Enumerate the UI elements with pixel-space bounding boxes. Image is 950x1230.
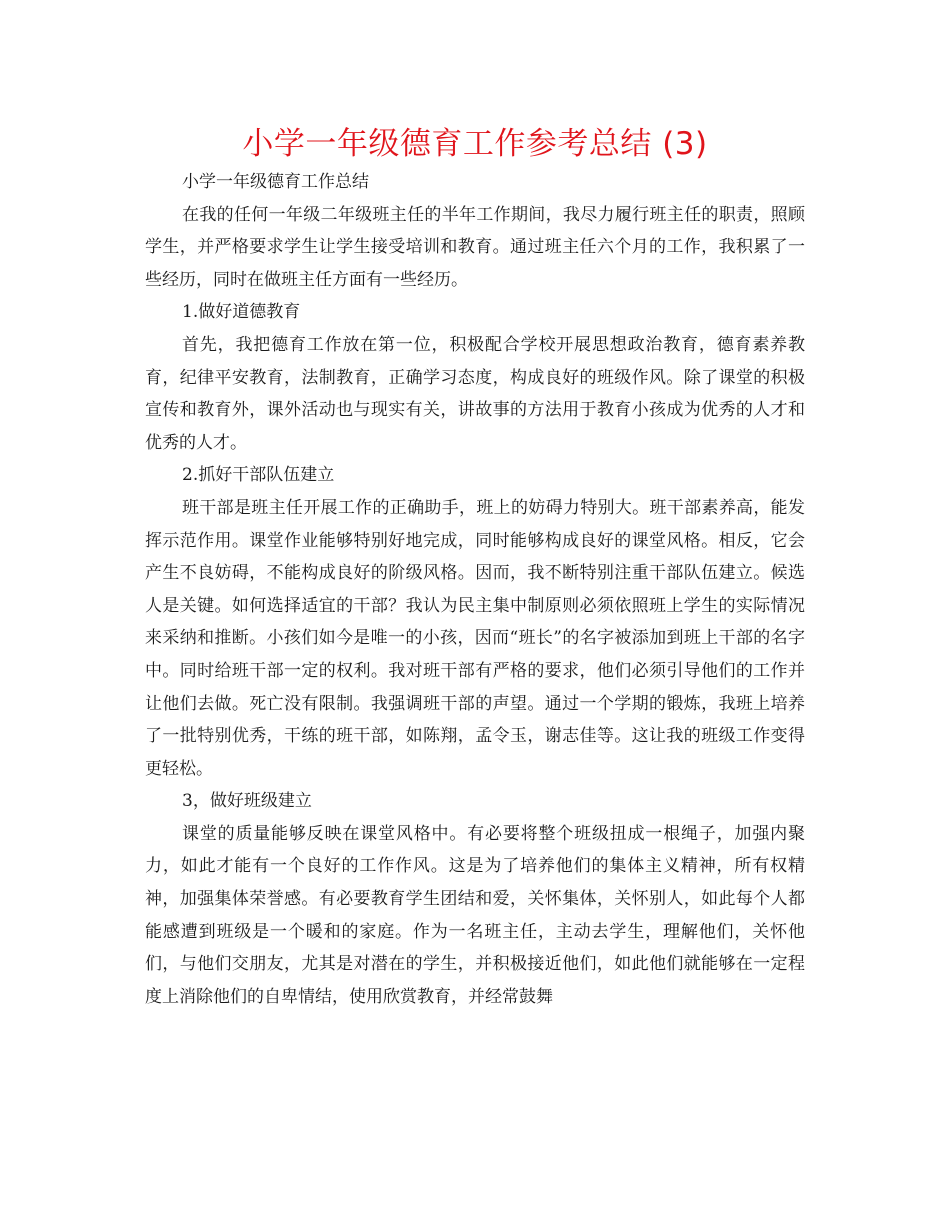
section-1-paragraph: 首先，我把德育工作放在第一位，积极配合学校开展思想政治教育，德育素养教育，纪律平安教育，法制教育，正确学习态度，构成良好的班级作风。除了课堂的积极宣传和教育外，课外活动也与现实有关，讲故事的方法用于教育小孩成为优秀的人才和优秀的人才。	[145, 334, 805, 453]
subtitle-paragraph: 小学一年级德育工作总结	[182, 172, 369, 192]
section-heading-3: 3，做好班级建立	[182, 791, 312, 812]
section-3-paragraph: 课堂的质量能够反映在课堂风格中。有必要将整个班级扭成一根绳子，加强内聚力，如此才能有一个良好的工作作风。这是为了培养他们的集体主义精神，所有权精神，加强集体荣誉感。有必要教育学生团结和爱，关怀集体，关怀别人，如此每个人都能感遭到班级是一个暖和的家庭。作为一名班主任，主动去学生，理解他们，关怀他们，与他们交朋友，尤其是对潜在的学生，并积极接近他们，如此他们就能够在一定程度上消除他们的自卑情结，使用欣赏教育，并经常鼓舞	[145, 823, 805, 1007]
intro-paragraph: 在我的任何一年级二年级班主任的半年工作期间，我尽力履行班主任的职责，照顾学生，并严格要求学生让学生接受培训和教育。通过班主任六个月的工作，我积累了一些经历，同时在做班主任方面有一些经历。	[145, 204, 805, 290]
document-body	[145, 166, 805, 1013]
document-title: 小学一年级德育工作参考总结 (3)	[242, 126, 708, 162]
section-2-paragraph: 班干部是班主任开展工作的正确助手，班上的妨碍力特别大。班干部素养高，能发挥示范作用。课堂作业能够特别好地完成，同时能够构成良好的课堂风格。相反，它会产生不良妨碍，不能构成良好的阶级风格。因而，我不断特别注重干部队伍建立。候选人是关键。如何选择适宜的干部？我认为民主集中制原则必须依照班上学生的实际情况来采纳和推断。小孩们如今是唯一的小孩，因而“班长”的名字被添加到班上干部的名字中。同时给班干部一定的权利。我对班干部有严格的要求，他们必须引导他们的工作并让他们去做。死亡没有限制。我强调班干部的声望。通过一个学期的锻炼，我班上培养了一批特别优秀，干练的班干部，如陈翔，孟令玉，谢志佳等。这让我的班级工作变得更轻松。	[145, 497, 805, 779]
section-heading-2: 2.抓好干部队伍建立	[182, 465, 335, 486]
section-heading-1: 1.做好道德教育	[182, 302, 301, 323]
